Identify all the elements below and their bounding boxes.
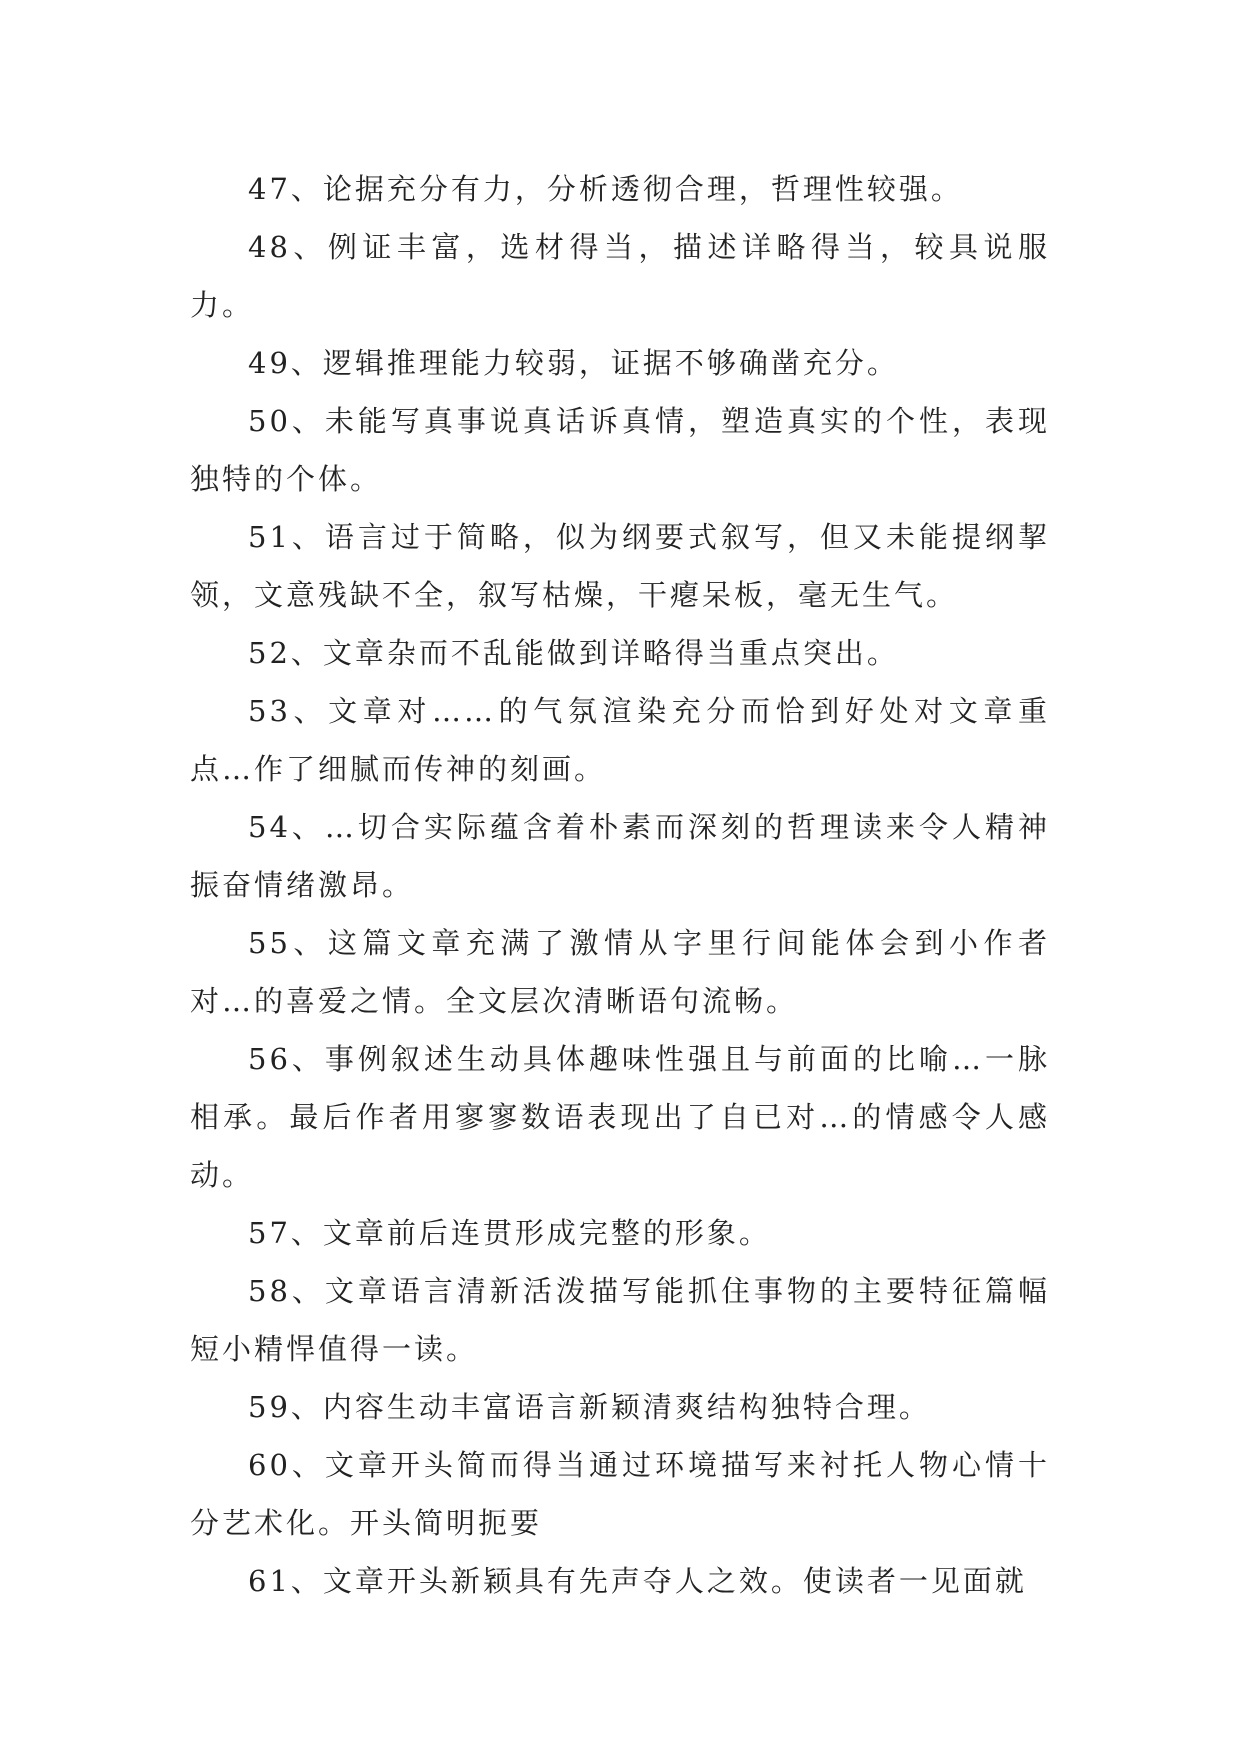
comment-paragraph-49: 49、逻辑推理能力较弱，证据不够确凿充分。 <box>248 346 899 380</box>
comment-paragraph-50: 50、未能写真事说真话诉真情，塑造真实的个性，表现独特的个体。 <box>190 404 1050 496</box>
document-body <box>190 160 1050 1610</box>
comment-paragraph-47: 47、论据充分有力，分析透彻合理，哲理性较强。 <box>248 172 963 206</box>
comment-paragraph-48: 48、例证丰富，选材得当，描述详略得当，较具说服力。 <box>190 230 1050 322</box>
comment-paragraph-60: 60、文章开头简而得当通过环境描写来衬托人物心情十分艺术化。开头简明扼要 <box>190 1448 1050 1540</box>
comment-paragraph-53: 53、文章对……的气氛渲染充分而恰到好处对文章重点…作了细腻而传神的刻画。 <box>190 694 1050 786</box>
comment-paragraph-61: 61、文章开头新颖具有先声夺人之效。使读者一见面就 <box>248 1564 1027 1598</box>
comment-paragraph-56: 56、事例叙述生动具体趣味性强且与前面的比喻…一脉相承。最后作者用寥寥数语表现出了自已对…的情感令人感动。 <box>190 1042 1050 1192</box>
comment-paragraph-54: 54、…切合实际蕴含着朴素而深刻的哲理读来令人精神振奋情绪激昂。 <box>190 810 1050 902</box>
comment-paragraph-52: 52、文章杂而不乱能做到详略得当重点突出。 <box>248 636 899 670</box>
comment-paragraph-58: 58、文章语言清新活泼描写能抓住事物的主要特征篇幅短小精悍值得一读。 <box>190 1274 1050 1366</box>
comment-paragraph-59: 59、内容生动丰富语言新颖清爽结构独特合理。 <box>248 1390 931 1424</box>
comment-paragraph-57: 57、文章前后连贯形成完整的形象。 <box>248 1216 771 1250</box>
comment-paragraph-55: 55、这篇文章充满了激情从字里行间能体会到小作者对…的喜爱之情。全文层次清晰语句流畅。 <box>190 926 1050 1018</box>
comment-paragraph-51: 51、语言过于简略，似为纲要式叙写，但又未能提纲挈领，文意残缺不全，叙写枯燥，干瘪呆板，毫无生气。 <box>190 520 1050 612</box>
